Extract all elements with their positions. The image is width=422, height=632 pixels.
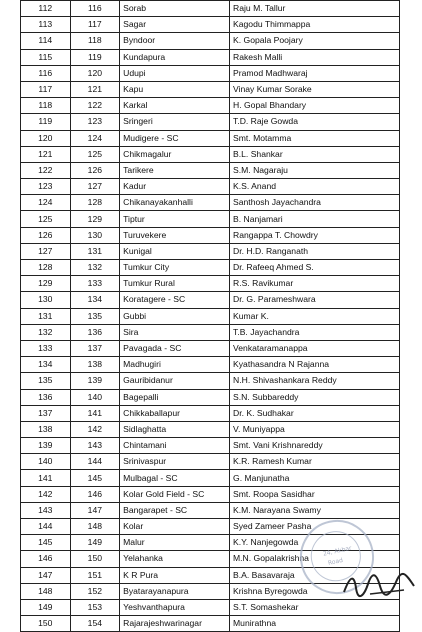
candidate-name-cell: Smt. Motamma bbox=[230, 130, 400, 146]
constituency-name-cell: Chikmagalur bbox=[120, 146, 230, 162]
constituency-name-cell: Srinivaspur bbox=[120, 454, 230, 470]
table-row bbox=[21, 502, 400, 518]
candidate-name-cell: Smt. Vani Krishnareddy bbox=[230, 438, 400, 454]
table-row bbox=[21, 389, 400, 405]
constituency-number-cell: 142 bbox=[70, 421, 120, 437]
constituency-name-cell: Kundapura bbox=[120, 49, 230, 65]
table-row bbox=[21, 599, 400, 615]
table-row bbox=[21, 340, 400, 356]
constituency-number-cell: 139 bbox=[70, 373, 120, 389]
constituency-number-cell: 147 bbox=[70, 502, 120, 518]
constituency-name-cell: Tumkur Rural bbox=[120, 276, 230, 292]
constituency-name-cell: Rajarajeshwarinagar bbox=[120, 616, 230, 632]
table-row bbox=[21, 195, 400, 211]
stamp-line-2: Road bbox=[327, 556, 344, 567]
candidate-name-cell: V. Muniyappa bbox=[230, 421, 400, 437]
signature-scribble bbox=[340, 566, 420, 600]
constituency-name-cell: Byndoor bbox=[120, 33, 230, 49]
constituency-number-cell: 120 bbox=[70, 65, 120, 81]
serial-number-cell: 121 bbox=[21, 146, 71, 162]
constituency-number-cell: 121 bbox=[70, 81, 120, 97]
serial-number-cell: 126 bbox=[21, 227, 71, 243]
constituency-name-cell: Karkal bbox=[120, 98, 230, 114]
serial-number-cell: 139 bbox=[21, 438, 71, 454]
serial-number-cell: 140 bbox=[21, 454, 71, 470]
constituency-number-cell: 135 bbox=[70, 308, 120, 324]
serial-number-cell: 113 bbox=[21, 17, 71, 33]
table-row bbox=[21, 486, 400, 502]
table-row bbox=[21, 227, 400, 243]
constituency-name-cell: Kolar bbox=[120, 519, 230, 535]
candidate-name-cell: Dr. Rafeeq Ahmed S. bbox=[230, 260, 400, 276]
candidate-name-cell: Venkataramanappa bbox=[230, 340, 400, 356]
table-row bbox=[21, 405, 400, 421]
constituency-number-cell: 149 bbox=[70, 535, 120, 551]
constituency-name-cell: Kunigal bbox=[120, 243, 230, 259]
constituency-number-cell: 134 bbox=[70, 292, 120, 308]
constituency-name-cell: Gauribidanur bbox=[120, 373, 230, 389]
constituency-name-cell: Sorab bbox=[120, 1, 230, 17]
constituency-name-cell: Sagar bbox=[120, 17, 230, 33]
constituency-name-cell: Tarikere bbox=[120, 162, 230, 178]
serial-number-cell: 146 bbox=[21, 551, 71, 567]
table-row bbox=[21, 260, 400, 276]
serial-number-cell: 148 bbox=[21, 583, 71, 599]
table-row bbox=[21, 179, 400, 195]
candidate-name-cell: Santhosh Jayachandra bbox=[230, 195, 400, 211]
serial-number-cell: 130 bbox=[21, 292, 71, 308]
candidate-name-cell: Kyathasandra N Rajanna bbox=[230, 357, 400, 373]
constituency-name-cell: K R Pura bbox=[120, 567, 230, 583]
constituency-name-cell: Malur bbox=[120, 535, 230, 551]
constituency-name-cell: Pavagada - SC bbox=[120, 340, 230, 356]
table-row bbox=[21, 438, 400, 454]
constituency-number-cell: 153 bbox=[70, 599, 120, 615]
candidate-name-cell: Rangappa T. Chowdry bbox=[230, 227, 400, 243]
candidate-name-cell: Smt. Roopa Sasidhar bbox=[230, 486, 400, 502]
candidate-name-cell: T.D. Raje Gowda bbox=[230, 114, 400, 130]
candidate-name-cell: Dr. K. Sudhakar bbox=[230, 405, 400, 421]
candidate-name-cell: S.M. Nagaraju bbox=[230, 162, 400, 178]
constituency-name-cell: Bagepalli bbox=[120, 389, 230, 405]
constituency-number-cell: 127 bbox=[70, 179, 120, 195]
constituency-number-cell: 129 bbox=[70, 211, 120, 227]
constituency-number-cell: 116 bbox=[70, 1, 120, 17]
constituency-number-cell: 141 bbox=[70, 405, 120, 421]
constituency-number-cell: 151 bbox=[70, 567, 120, 583]
constituency-number-cell: 131 bbox=[70, 243, 120, 259]
constituency-number-cell: 123 bbox=[70, 114, 120, 130]
serial-number-cell: 134 bbox=[21, 357, 71, 373]
table-row bbox=[21, 373, 400, 389]
table-row bbox=[21, 49, 400, 65]
constituency-name-cell: Madhugiri bbox=[120, 357, 230, 373]
constituency-number-cell: 126 bbox=[70, 162, 120, 178]
table-row bbox=[21, 1, 400, 17]
candidate-name-cell: Krishna Byregowda bbox=[230, 583, 400, 599]
constituency-number-cell: 130 bbox=[70, 227, 120, 243]
constituency-number-cell: 140 bbox=[70, 389, 120, 405]
constituency-name-cell: Chikkaballapur bbox=[120, 405, 230, 421]
constituency-name-cell: Udupi bbox=[120, 65, 230, 81]
candidate-name-cell: Syed Zameer Pasha bbox=[230, 519, 400, 535]
constituency-number-cell: 128 bbox=[70, 195, 120, 211]
constituency-name-cell: Turuvekere bbox=[120, 227, 230, 243]
constituency-name-cell: Mulbagal - SC bbox=[120, 470, 230, 486]
candidate-name-cell: K. Gopala Poojary bbox=[230, 33, 400, 49]
candidate-name-cell: Kagodu Thimmappa bbox=[230, 17, 400, 33]
candidate-name-cell: K.Y. Nanjegowda bbox=[230, 535, 400, 551]
candidate-name-cell: R.S. Ravikumar bbox=[230, 276, 400, 292]
constituency-number-cell: 124 bbox=[70, 130, 120, 146]
table-row bbox=[21, 243, 400, 259]
serial-number-cell: 137 bbox=[21, 405, 71, 421]
serial-number-cell: 129 bbox=[21, 276, 71, 292]
candidate-name-cell: Raju M. Tallur bbox=[230, 1, 400, 17]
serial-number-cell: 123 bbox=[21, 179, 71, 195]
constituency-name-cell: Sidlaghatta bbox=[120, 421, 230, 437]
candidate-name-cell: K.S. Anand bbox=[230, 179, 400, 195]
constituency-number-cell: 125 bbox=[70, 146, 120, 162]
constituency-number-cell: 122 bbox=[70, 98, 120, 114]
serial-number-cell: 144 bbox=[21, 519, 71, 535]
candidate-name-cell: Kumar K. bbox=[230, 308, 400, 324]
constituency-number-cell: 137 bbox=[70, 340, 120, 356]
table-row bbox=[21, 357, 400, 373]
table-row bbox=[21, 454, 400, 470]
constituency-number-cell: 144 bbox=[70, 454, 120, 470]
serial-number-cell: 136 bbox=[21, 389, 71, 405]
candidate-name-cell: B. Nanjamari bbox=[230, 211, 400, 227]
constituency-name-cell: Kadur bbox=[120, 179, 230, 195]
serial-number-cell: 147 bbox=[21, 567, 71, 583]
constituency-name-cell: Kolar Gold Field - SC bbox=[120, 486, 230, 502]
constituency-number-cell: 119 bbox=[70, 49, 120, 65]
constituency-number-cell: 133 bbox=[70, 276, 120, 292]
constituency-name-cell: Sira bbox=[120, 324, 230, 340]
constituency-name-cell: Tumkur City bbox=[120, 260, 230, 276]
candidate-name-cell: B.L. Shankar bbox=[230, 146, 400, 162]
constituency-name-cell: Yeshvanthapura bbox=[120, 599, 230, 615]
constituency-name-cell: Koratagere - SC bbox=[120, 292, 230, 308]
candidate-name-cell: T.B. Jayachandra bbox=[230, 324, 400, 340]
constituency-name-cell: Kapu bbox=[120, 81, 230, 97]
candidate-name-cell: Dr. G. Parameshwara bbox=[230, 292, 400, 308]
constituency-number-cell: 118 bbox=[70, 33, 120, 49]
constituency-number-cell: 152 bbox=[70, 583, 120, 599]
constituency-number-cell: 154 bbox=[70, 616, 120, 632]
serial-number-cell: 112 bbox=[21, 1, 71, 17]
serial-number-cell: 142 bbox=[21, 486, 71, 502]
serial-number-cell: 116 bbox=[21, 65, 71, 81]
candidate-name-cell: B.A. Basavaraja bbox=[230, 567, 400, 583]
constituency-number-cell: 138 bbox=[70, 357, 120, 373]
constituency-number-cell: 146 bbox=[70, 486, 120, 502]
table-row bbox=[21, 17, 400, 33]
serial-number-cell: 117 bbox=[21, 81, 71, 97]
serial-number-cell: 132 bbox=[21, 324, 71, 340]
constituency-number-cell: 150 bbox=[70, 551, 120, 567]
candidate-name-cell: N.H. Shivashankara Reddy bbox=[230, 373, 400, 389]
candidate-name-cell: Vinay Kumar Sorake bbox=[230, 81, 400, 97]
candidate-name-cell: Munirathna bbox=[230, 616, 400, 632]
table-row bbox=[21, 65, 400, 81]
constituency-number-cell: 143 bbox=[70, 438, 120, 454]
constituency-number-cell: 148 bbox=[70, 519, 120, 535]
constituency-name-cell: Yelahanka bbox=[120, 551, 230, 567]
serial-number-cell: 133 bbox=[21, 340, 71, 356]
serial-number-cell: 122 bbox=[21, 162, 71, 178]
candidate-name-cell: M.N. Gopalakrishna bbox=[230, 551, 400, 567]
table-row bbox=[21, 308, 400, 324]
table-row bbox=[21, 421, 400, 437]
constituency-name-cell: Sringeri bbox=[120, 114, 230, 130]
table-row bbox=[21, 616, 400, 632]
candidate-name-cell: H. Gopal Bhandary bbox=[230, 98, 400, 114]
table-row bbox=[21, 324, 400, 340]
serial-number-cell: 141 bbox=[21, 470, 71, 486]
stamp-line-1: 24, Akbar bbox=[322, 544, 353, 558]
candidate-name-cell: G. Manjunatha bbox=[230, 470, 400, 486]
table-row bbox=[21, 211, 400, 227]
constituency-number-cell: 117 bbox=[70, 17, 120, 33]
candidate-name-cell: K.R. Ramesh Kumar bbox=[230, 454, 400, 470]
constituency-name-cell: Gubbi bbox=[120, 308, 230, 324]
constituency-name-cell: Mudigere - SC bbox=[120, 130, 230, 146]
serial-number-cell: 138 bbox=[21, 421, 71, 437]
constituency-number-cell: 132 bbox=[70, 260, 120, 276]
table-row bbox=[21, 292, 400, 308]
serial-number-cell: 119 bbox=[21, 114, 71, 130]
table-row bbox=[21, 162, 400, 178]
serial-number-cell: 135 bbox=[21, 373, 71, 389]
table-row bbox=[21, 276, 400, 292]
constituency-name-cell: Chikanayakanhalli bbox=[120, 195, 230, 211]
serial-number-cell: 120 bbox=[21, 130, 71, 146]
candidate-name-cell: S.N. Subbareddy bbox=[230, 389, 400, 405]
constituency-name-cell: Tiptur bbox=[120, 211, 230, 227]
serial-number-cell: 124 bbox=[21, 195, 71, 211]
candidate-name-cell: Rakesh Malli bbox=[230, 49, 400, 65]
table-row bbox=[21, 98, 400, 114]
serial-number-cell: 145 bbox=[21, 535, 71, 551]
serial-number-cell: 143 bbox=[21, 502, 71, 518]
constituency-name-cell: Bangarapet - SC bbox=[120, 502, 230, 518]
serial-number-cell: 127 bbox=[21, 243, 71, 259]
serial-number-cell: 114 bbox=[21, 33, 71, 49]
table-row bbox=[21, 81, 400, 97]
serial-number-cell: 125 bbox=[21, 211, 71, 227]
constituency-name-cell: Chintamani bbox=[120, 438, 230, 454]
table-row bbox=[21, 146, 400, 162]
table-row bbox=[21, 470, 400, 486]
candidate-name-cell: S.T. Somashekar bbox=[230, 599, 400, 615]
serial-number-cell: 149 bbox=[21, 599, 71, 615]
candidate-name-cell: Pramod Madhwaraj bbox=[230, 65, 400, 81]
serial-number-cell: 131 bbox=[21, 308, 71, 324]
serial-number-cell: 118 bbox=[21, 98, 71, 114]
candidate-name-cell: K.M. Narayana Swamy bbox=[230, 502, 400, 518]
table-row bbox=[21, 33, 400, 49]
constituency-number-cell: 136 bbox=[70, 324, 120, 340]
serial-number-cell: 128 bbox=[21, 260, 71, 276]
candidate-name-cell: Dr. H.D. Ranganath bbox=[230, 243, 400, 259]
serial-number-cell: 115 bbox=[21, 49, 71, 65]
serial-number-cell: 150 bbox=[21, 616, 71, 632]
table-row bbox=[21, 130, 400, 146]
constituency-number-cell: 145 bbox=[70, 470, 120, 486]
constituency-name-cell: Byatarayanapura bbox=[120, 583, 230, 599]
table-row bbox=[21, 114, 400, 130]
